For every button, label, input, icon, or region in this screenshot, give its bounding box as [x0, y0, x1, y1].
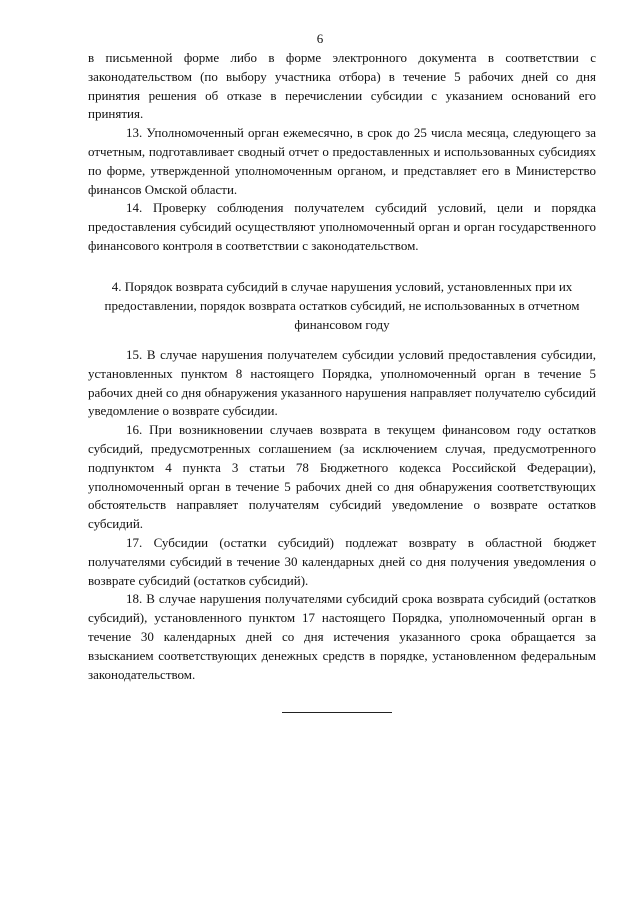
paragraph-13: 13. Уполномоченный орган ежемесячно, в срок до 25 числа месяца, следующего за отчетным, подготавливает сводный отчет о предоставленных и использованных субсидиях по форме, утвержденной уполномоченным органом, и представляет его в Министерство финансов Омской области. [88, 125, 596, 197]
paragraph-16: 16. При возникновении случаев возврата в текущем финансовом году остатков субсидий, предусмотренных соглашением (за исключением случая, предусмотренного подпунктом 4 пункта 3 статьи 78 Бюджетного кодекса Российской Федерации), уполномоченный орган в течение 5 рабочих дней со дня обнаружения соответствующих обстоятельств направляет получателям субсидий уведомление о возврате остатков субсидий. [88, 422, 596, 532]
paragraph-17: 17. Субсидии (остатки субсидий) подлежат возврату в областной бюджет получателями субсидий в течение 30 календарных дней со дня получения уведомления о возврате субсидий (остатков субсидий). [88, 534, 596, 588]
text-block-bottom [88, 346, 596, 684]
paragraph-continuation: в письменной форме либо в форме электронного документа в соответствии с законодательством (по выбору участника отбора) в течение 5 рабочих дней со дня принятия решения об отказе в перечислении субсидии с указанием оснований его принятия. [88, 50, 596, 122]
paragraph-18: 18. В случае нарушения получателями субсидий срока возврата субсидий (остатков субсидий), установленного пунктом 17 настоящего Порядка, уполномоченный орган в течение 30 календарных дней со дня истечения указанного срока обращается за взысканием соответствующих денежных средств в порядке, установленном федеральным законодательством. [88, 591, 596, 682]
section-heading: 4. Порядок возврата субсидий в случае нарушения условий, установленных при их предоставлении, порядок возврата остатков субсидий, не использованных в отчетном финансовом году [104, 279, 580, 332]
page-number: 6 [316, 31, 324, 46]
paragraph-14: 14. Проверку соблюдения получателем субсидий условий, цели и порядка предоставления субсидий осуществляют уполномоченный орган и орган государственного финансового контроля в соответствии с законодательством. [88, 200, 596, 253]
text-block-top [88, 49, 596, 256]
paragraph-15: 15. В случае нарушения получателем субсидии условий предоставления субсидии, установленных пунктом 8 настоящего Порядка, уполномоченный орган в течение 5 рабочих дней со дня обнаружения указанного нарушения направляет получателю субсидий уведомление о возврате субсидии. [88, 347, 596, 419]
end-of-text-rule [282, 712, 392, 713]
